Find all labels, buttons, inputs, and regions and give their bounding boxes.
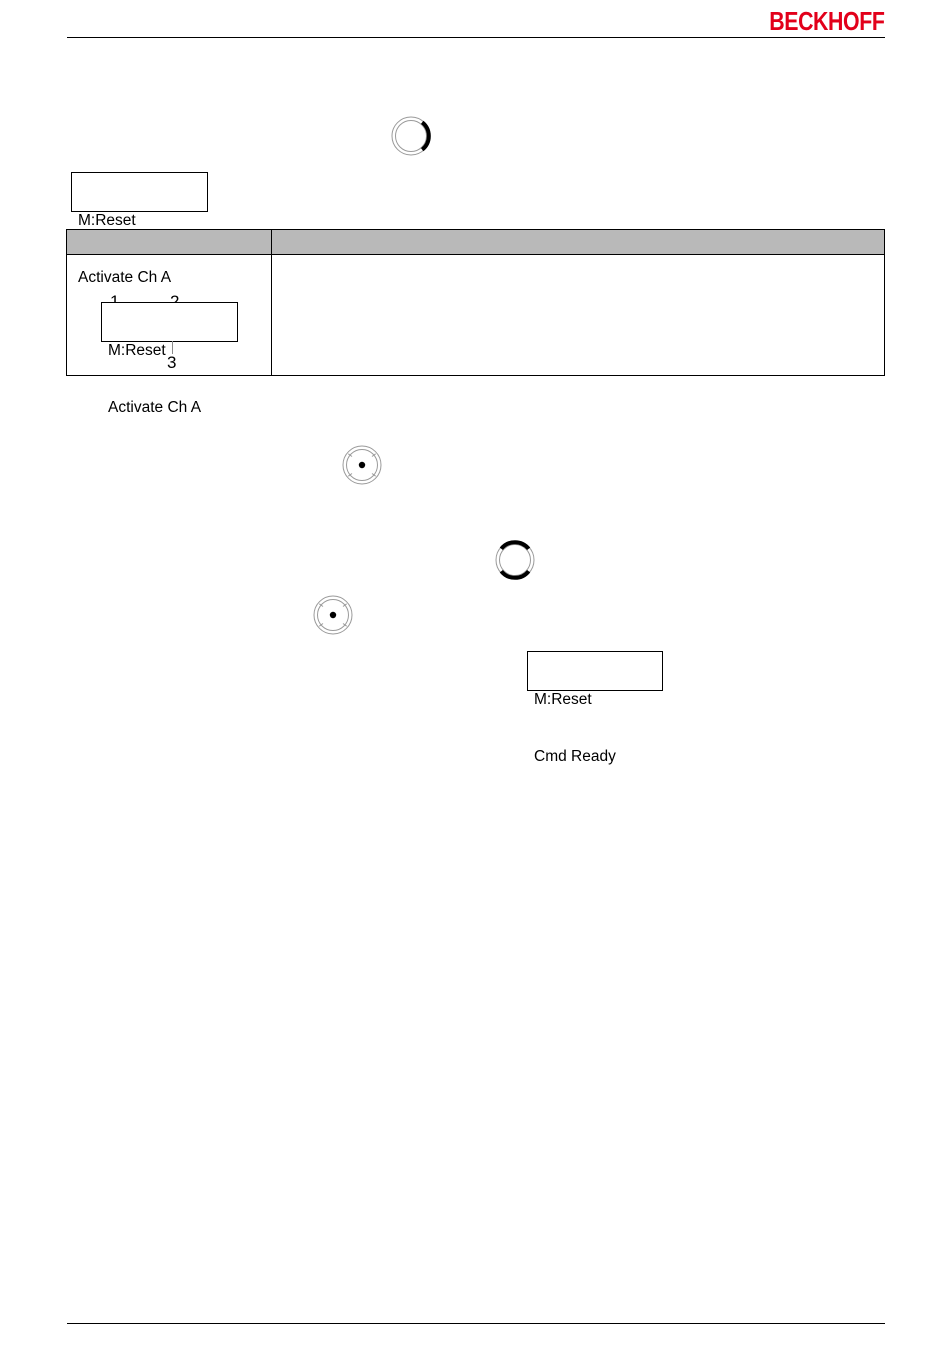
header-rule	[67, 37, 885, 38]
lcd-display-ready	[527, 651, 663, 765]
lcd-line-1: M:Reset	[108, 342, 166, 359]
lcd-line-2: Activate Ch A	[78, 269, 172, 286]
lcd-display-annotated	[101, 302, 238, 416]
beckhoff-logo: BECKHOFF	[768, 6, 884, 36]
callout-3: 3	[167, 353, 177, 372]
lcd-line-1: M:Reset	[78, 212, 136, 229]
table-header-cell-2	[272, 230, 885, 255]
table-header-row	[67, 230, 885, 255]
lcd-line-2: Cmd Ready	[534, 748, 616, 765]
control-knob-up-down-arcs-icon	[493, 538, 537, 582]
footer-rule	[67, 1323, 885, 1324]
table-row	[67, 255, 885, 376]
lcd-line-2: Activate Ch A	[108, 399, 202, 416]
description-cell	[272, 255, 885, 376]
control-knob-right-arc-icon	[389, 114, 433, 158]
display-legend-table	[66, 229, 885, 416]
table-header-cell-1	[67, 230, 272, 255]
control-knob-press-icon	[340, 443, 384, 487]
annotated-display-cell	[67, 255, 272, 416]
control-knob-press-icon	[311, 593, 355, 637]
lcd-display-activate	[71, 172, 208, 286]
lcd-line-1: M:Reset	[534, 691, 592, 708]
